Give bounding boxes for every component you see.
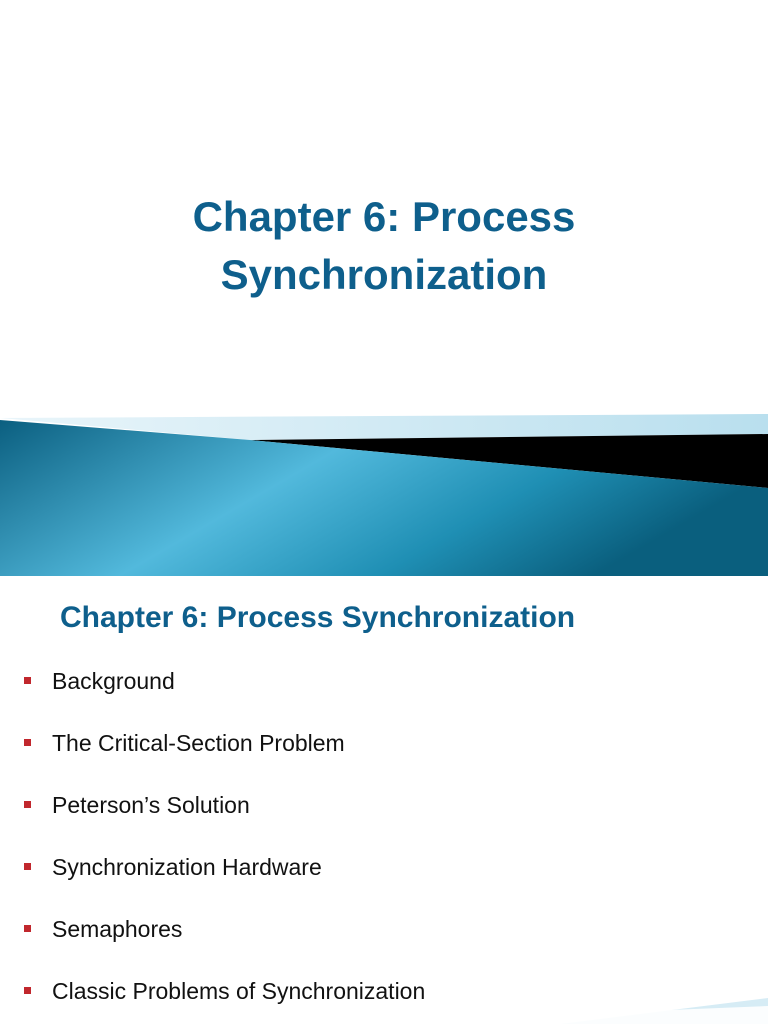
bottom-wave-white xyxy=(0,1006,768,1024)
slide-title-line-2: Synchronization xyxy=(220,251,548,298)
list-item xyxy=(24,668,425,730)
bullet-text: Background xyxy=(52,668,175,694)
outline-title: Chapter 6: Process Synchronization xyxy=(60,601,576,634)
list-item xyxy=(24,792,425,854)
bullet-text: Semaphores xyxy=(52,916,183,942)
square-bullet-icon xyxy=(24,801,31,808)
square-bullet-icon xyxy=(24,863,31,870)
bullet-text: Synchronization Hardware xyxy=(52,854,322,880)
square-bullet-icon xyxy=(24,677,31,684)
bullet-text: The Critical-Section Problem xyxy=(52,730,345,756)
slide-title xyxy=(0,188,768,304)
decorative-bottom-wave xyxy=(0,984,768,1024)
list-item xyxy=(24,730,425,792)
bullet-list xyxy=(24,668,425,1024)
list-item xyxy=(24,854,425,916)
outline-slide xyxy=(0,576,768,1024)
bullet-text: Classic Problems of Synchronization xyxy=(52,978,426,1004)
list-item xyxy=(24,916,425,978)
square-bullet-icon xyxy=(24,925,31,932)
bullet-text: Peterson’s Solution xyxy=(52,792,250,818)
decorative-band xyxy=(0,400,768,576)
square-bullet-icon xyxy=(24,739,31,746)
slide-title-line-1: Chapter 6: Process xyxy=(192,193,576,240)
